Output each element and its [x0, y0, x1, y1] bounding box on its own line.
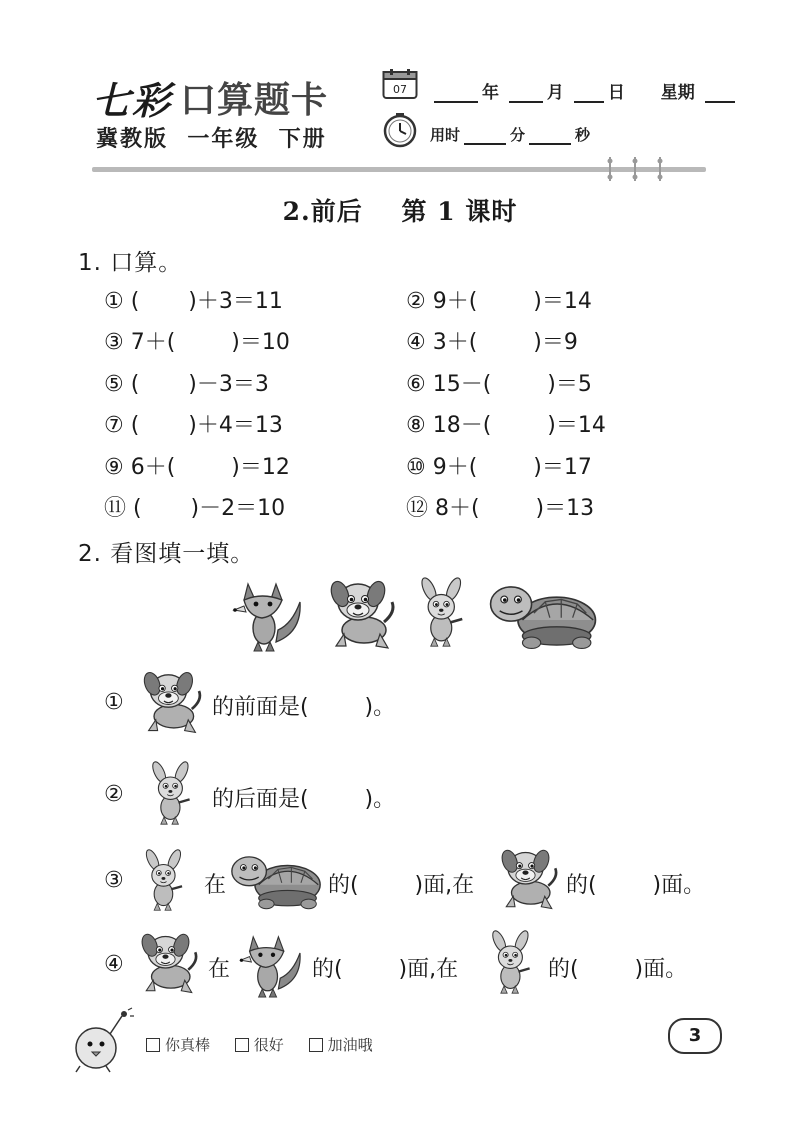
q3-dog-image — [494, 842, 564, 912]
q3-middle-text[interactable]: 的( )面,在 — [328, 873, 475, 898]
rating-great-label: 你真棒 — [165, 1036, 211, 1054]
rating-great[interactable] — [146, 1034, 210, 1055]
checkbox-icon[interactable] — [146, 1038, 160, 1052]
q4-dog-image — [134, 926, 204, 996]
chick-mascot-icon — [66, 1004, 136, 1074]
time-fill-line — [430, 124, 590, 145]
month-label: 月 — [546, 83, 564, 103]
brand-logo: 七彩 — [92, 78, 173, 123]
q4-middle-text[interactable]: 的( )面,在 — [312, 957, 459, 982]
rating-good-label: 很好 — [253, 1036, 284, 1054]
calendar-day: 07 — [393, 83, 407, 96]
problem-9[interactable]: ⑨ 6＋( )＝12 — [104, 455, 290, 480]
edition-label: 冀教版 一年级 下册 — [96, 127, 327, 152]
q3-end-text[interactable]: 的( )面。 — [566, 873, 706, 898]
day-blank[interactable] — [574, 87, 604, 103]
clock-icon — [382, 112, 418, 148]
week-label: 星期 — [660, 83, 695, 103]
week-blank[interactable] — [705, 87, 735, 103]
q2-rabbit-image — [140, 756, 204, 830]
q3-turtle-image — [228, 844, 324, 912]
self-rating-bar — [146, 1034, 393, 1056]
problem-12[interactable]: ⑫ 8＋( )＝13 — [406, 496, 595, 521]
section2-heading: 2. 看图填一填。 — [78, 541, 255, 567]
checkbox-icon[interactable] — [309, 1038, 323, 1052]
section1-heading: 1. 口算。 — [78, 250, 183, 276]
q4-end-text[interactable]: 的( )面。 — [548, 957, 688, 982]
problem-3[interactable]: ③ 7＋( )＝10 — [104, 330, 290, 355]
turtle-image — [486, 572, 600, 652]
problem-6[interactable]: ⑥ 15－( )＝5 — [406, 372, 592, 397]
rating-keep-going[interactable] — [309, 1034, 373, 1055]
minutes-label: 分 — [510, 126, 526, 144]
problem-11[interactable]: ⑪ ( )－2＝10 — [104, 496, 286, 521]
checkbox-icon[interactable] — [235, 1038, 249, 1052]
q2-number: ② — [104, 782, 124, 807]
q4-number: ④ — [104, 952, 124, 977]
q3-word-at: 在 — [204, 873, 227, 898]
day-label: 日 — [607, 83, 625, 103]
time-used-label: 用时 — [430, 126, 461, 144]
q4-fox-image — [236, 926, 310, 998]
q3-rabbit-image — [134, 844, 196, 916]
brand-title: 口算题卡 — [180, 80, 329, 121]
q4-word-at: 在 — [208, 957, 231, 982]
q1-dog-image — [136, 664, 208, 736]
date-fill-line — [430, 78, 739, 103]
q2-text[interactable]: 的后面是( )。 — [212, 787, 396, 812]
rabbit-image — [408, 572, 478, 652]
fox-image — [228, 572, 312, 652]
problem-2[interactable]: ② 9＋( )＝14 — [406, 289, 592, 314]
q1-text[interactable]: 的前面是( )。 — [212, 695, 396, 720]
q3-number: ③ — [104, 868, 124, 893]
seconds-blank[interactable] — [529, 129, 571, 145]
problem-10[interactable]: ⑩ 9＋( )＝17 — [406, 455, 592, 480]
problem-1[interactable]: ① ( )＋3＝11 — [104, 289, 283, 314]
rating-keep-going-label: 加油哦 — [327, 1036, 373, 1054]
month-blank[interactable] — [509, 87, 543, 103]
q1-number: ① — [104, 690, 124, 715]
year-label: 年 — [482, 83, 499, 103]
dog-image — [320, 572, 404, 652]
seconds-label: 秒 — [575, 126, 591, 144]
q4-rabbit-image — [480, 926, 544, 998]
rating-good[interactable] — [235, 1034, 284, 1055]
divider-ornament — [600, 155, 680, 183]
problem-4[interactable]: ④ 3＋( )＝9 — [406, 330, 578, 355]
calendar-icon — [382, 68, 418, 100]
minutes-blank[interactable] — [464, 129, 506, 145]
page-number: 3 — [668, 1018, 722, 1054]
problem-8[interactable]: ⑧ 18－( )＝14 — [406, 413, 606, 438]
problem-5[interactable]: ⑤ ( )－3＝3 — [104, 372, 269, 397]
year-blank[interactable] — [434, 87, 478, 103]
lesson-title: 2.前后 第 1 课时 — [282, 197, 518, 226]
problem-7[interactable]: ⑦ ( )＋4＝13 — [104, 413, 283, 438]
